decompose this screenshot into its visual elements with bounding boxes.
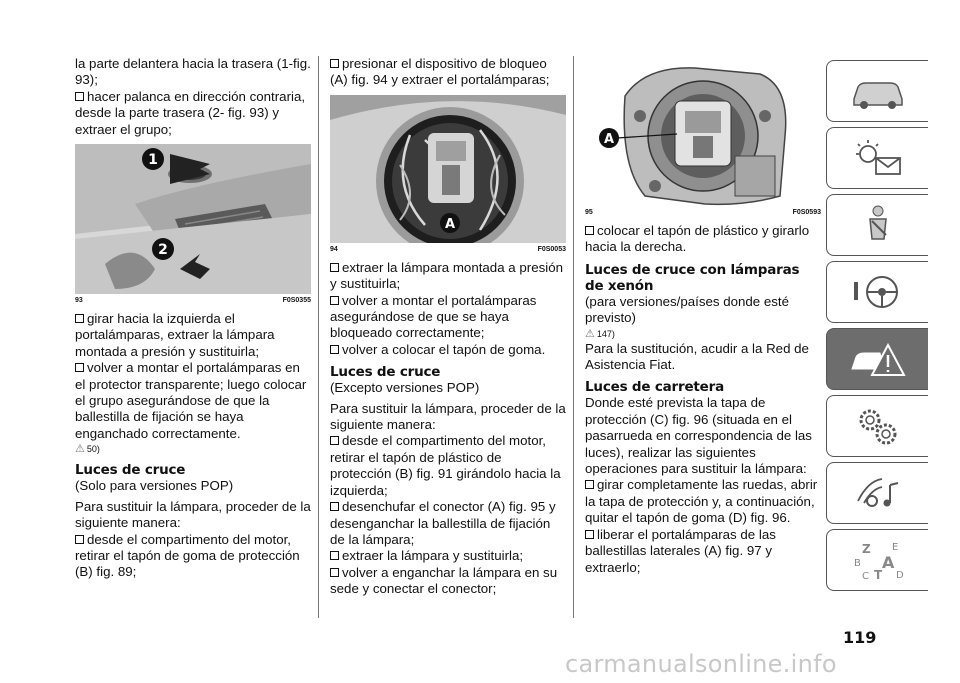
paragraph: la parte delantera hacia la trasera (1-fig. 93);: [75, 56, 311, 88]
index-letter: D: [895, 570, 904, 581]
column-separator-2: [573, 56, 574, 618]
warning-triangle-icon: ⚠: [585, 327, 595, 340]
figure-94-caption: [330, 245, 566, 254]
page-number: 119: [843, 628, 877, 647]
tab-multimedia[interactable]: [826, 462, 928, 524]
checkbox-bullet-icon: [330, 568, 339, 577]
callout-A: A: [603, 132, 615, 147]
figure-94-illustration: [330, 95, 566, 243]
index-letter: B: [853, 558, 861, 569]
tab-steering[interactable]: [826, 261, 928, 323]
index-letter: Z: [861, 542, 871, 556]
figure-code: F0S0593: [792, 209, 821, 216]
section-heading: Luces de carretera: [585, 379, 724, 396]
bullet-item: colocar el tapón de plástico y girarlo hacia la derecha.: [585, 223, 810, 255]
figure-code: F0S0053: [537, 245, 566, 253]
checkbox-bullet-icon: [585, 480, 594, 489]
checkbox-bullet-icon: [330, 502, 339, 511]
figure-93-caption: [75, 296, 311, 305]
tab-seat-safety[interactable]: [826, 194, 928, 256]
bullet-item: volver a enganchar la lámpara en su sede y conectar el conector;: [330, 564, 558, 597]
warning-reference: ⚠ 50): [75, 443, 100, 456]
figure-number: 93: [75, 297, 83, 305]
maintenance-gears-icon: [848, 404, 908, 448]
checkbox-bullet-icon: [330, 345, 339, 354]
figure-94: [330, 95, 566, 243]
paragraph: (Excepto versiones POP): [330, 380, 480, 396]
warning-lights-icon: [848, 136, 908, 180]
steering-wheel-icon: [848, 270, 908, 314]
checkbox-bullet-icon: [585, 226, 594, 235]
bullet-item: girar hacia la izquierda el portalámparas, extraer la lámpara montada a presión y sustituirla;: [75, 311, 275, 359]
bullet-item: desenchufar el conector (A) fig. 95 y desenganchar la ballestilla de fijación de la lámpara;: [330, 499, 556, 547]
paragraph: Para la sustitución, acudir a la Red de Asistencia Fiat.: [585, 340, 809, 373]
callout-1: 1: [148, 152, 158, 169]
figure-code: F0S0355: [282, 297, 311, 305]
multimedia-icon: [848, 471, 908, 515]
checkbox-bullet-icon: [75, 314, 84, 323]
callout-2: 2: [158, 242, 168, 259]
section-heading: Luces de cruce: [330, 364, 441, 381]
column-separator-1: [318, 56, 319, 618]
paragraph: Para sustituir la lámpara, proceder de la siguiente manera:: [75, 498, 311, 531]
checkbox-bullet-icon: [330, 296, 339, 305]
column-1: [75, 56, 311, 581]
index-letter: A: [881, 553, 894, 572]
index-letter: E: [891, 542, 898, 553]
figure-number: 95: [585, 209, 593, 216]
column-2: [330, 56, 566, 598]
checkbox-bullet-icon: [585, 530, 594, 539]
bullet-item: volver a colocar el tapón de goma.: [330, 342, 566, 358]
section-heading: Luces de cruce con lámparas de xenón: [585, 261, 800, 294]
checkbox-bullet-icon: [330, 59, 339, 68]
bullet-item: volver a montar el portalámparas asegurándose de que se haya bloqueado correctamente;: [330, 292, 537, 341]
bullet-item: volver a montar el portalámparas en el protector transparente; luego colocar el grupo asegurándose de que la ballestilla de fijación se haya enganchado correctamente.: [75, 360, 307, 441]
index-letter: T: [873, 568, 882, 582]
bullet-item: girar completamente las ruedas, abrir la tapa de protección y, a continuación, quitar el tapón de goma (D) fig. 96.: [585, 477, 818, 526]
paragraph: Para sustituir la lámpara, proceder de la siguiente manera:: [330, 400, 566, 433]
bullet-item: liberar el portalámparas de las ballestillas laterales (A) fig. 97 y extraerlo;: [585, 526, 776, 575]
checkbox-bullet-icon: [330, 551, 339, 560]
figure-95-illustration: [585, 56, 821, 206]
index-letter: C: [861, 571, 869, 582]
warning-reference: ⚠ 147): [585, 327, 615, 340]
section-heading: Luces de cruce: [75, 462, 186, 479]
paragraph: Donde esté prevista la tapa de protección (C) fig. 96 (situada en el pasarrueda en correspondencia de las luces), realizar las siguientes operaciones para sustituir la lámpara:: [585, 395, 812, 477]
figure-95-caption: [585, 208, 821, 217]
figure-number: 94: [330, 245, 338, 253]
checkbox-bullet-icon: [75, 363, 84, 372]
paragraph: (Solo para versiones POP): [75, 478, 234, 494]
column-3: [585, 56, 821, 576]
checkbox-bullet-icon: [330, 436, 339, 445]
figure-95: [585, 56, 821, 206]
checkbox-bullet-icon: [330, 263, 339, 272]
index-letters-icon: [848, 538, 908, 582]
emergency-car-icon: [848, 337, 908, 381]
callout-A: A: [444, 216, 456, 232]
bullet-item: extraer la lámpara y sustituirla;: [330, 548, 566, 564]
bullet-item: presionar el dispositivo de bloqueo (A) fig. 94 y extraer el portalámparas;: [330, 56, 550, 88]
bullet-item: desde el compartimento del motor, retirar el tapón de plástico de protección (B) fig. 91 girándolo hacia la izquierda;: [330, 433, 561, 498]
tab-maintenance[interactable]: [826, 395, 928, 457]
tab-warning-lights[interactable]: [826, 127, 928, 189]
seat-safety-icon: [848, 203, 908, 247]
bullet-item: extraer la lámpara montada a presión y sustituirla;: [330, 259, 563, 292]
bullet-item: hacer palanca en dirección contraria, desde la parte trasera (2- fig. 93) y extraer el grupo;: [75, 88, 306, 137]
tab-index[interactable]: [826, 529, 928, 591]
figure-93: [75, 144, 311, 294]
tab-car[interactable]: [826, 60, 928, 122]
paragraph: (para versiones/países donde esté previsto): [585, 293, 790, 326]
checkbox-bullet-icon: [75, 535, 84, 544]
car-icon: [848, 69, 908, 113]
tab-emergency[interactable]: [826, 328, 928, 390]
bullet-item: desde el compartimento del motor, retirar el tapón de goma de protección (B) fig. 89;: [75, 531, 300, 580]
checkbox-bullet-icon: [75, 92, 84, 101]
warning-triangle-icon: ⚠: [75, 443, 85, 456]
chapter-tabs: [826, 60, 928, 596]
watermark: carmanualsonline.info: [565, 650, 837, 678]
figure-93-illustration: [75, 144, 311, 294]
